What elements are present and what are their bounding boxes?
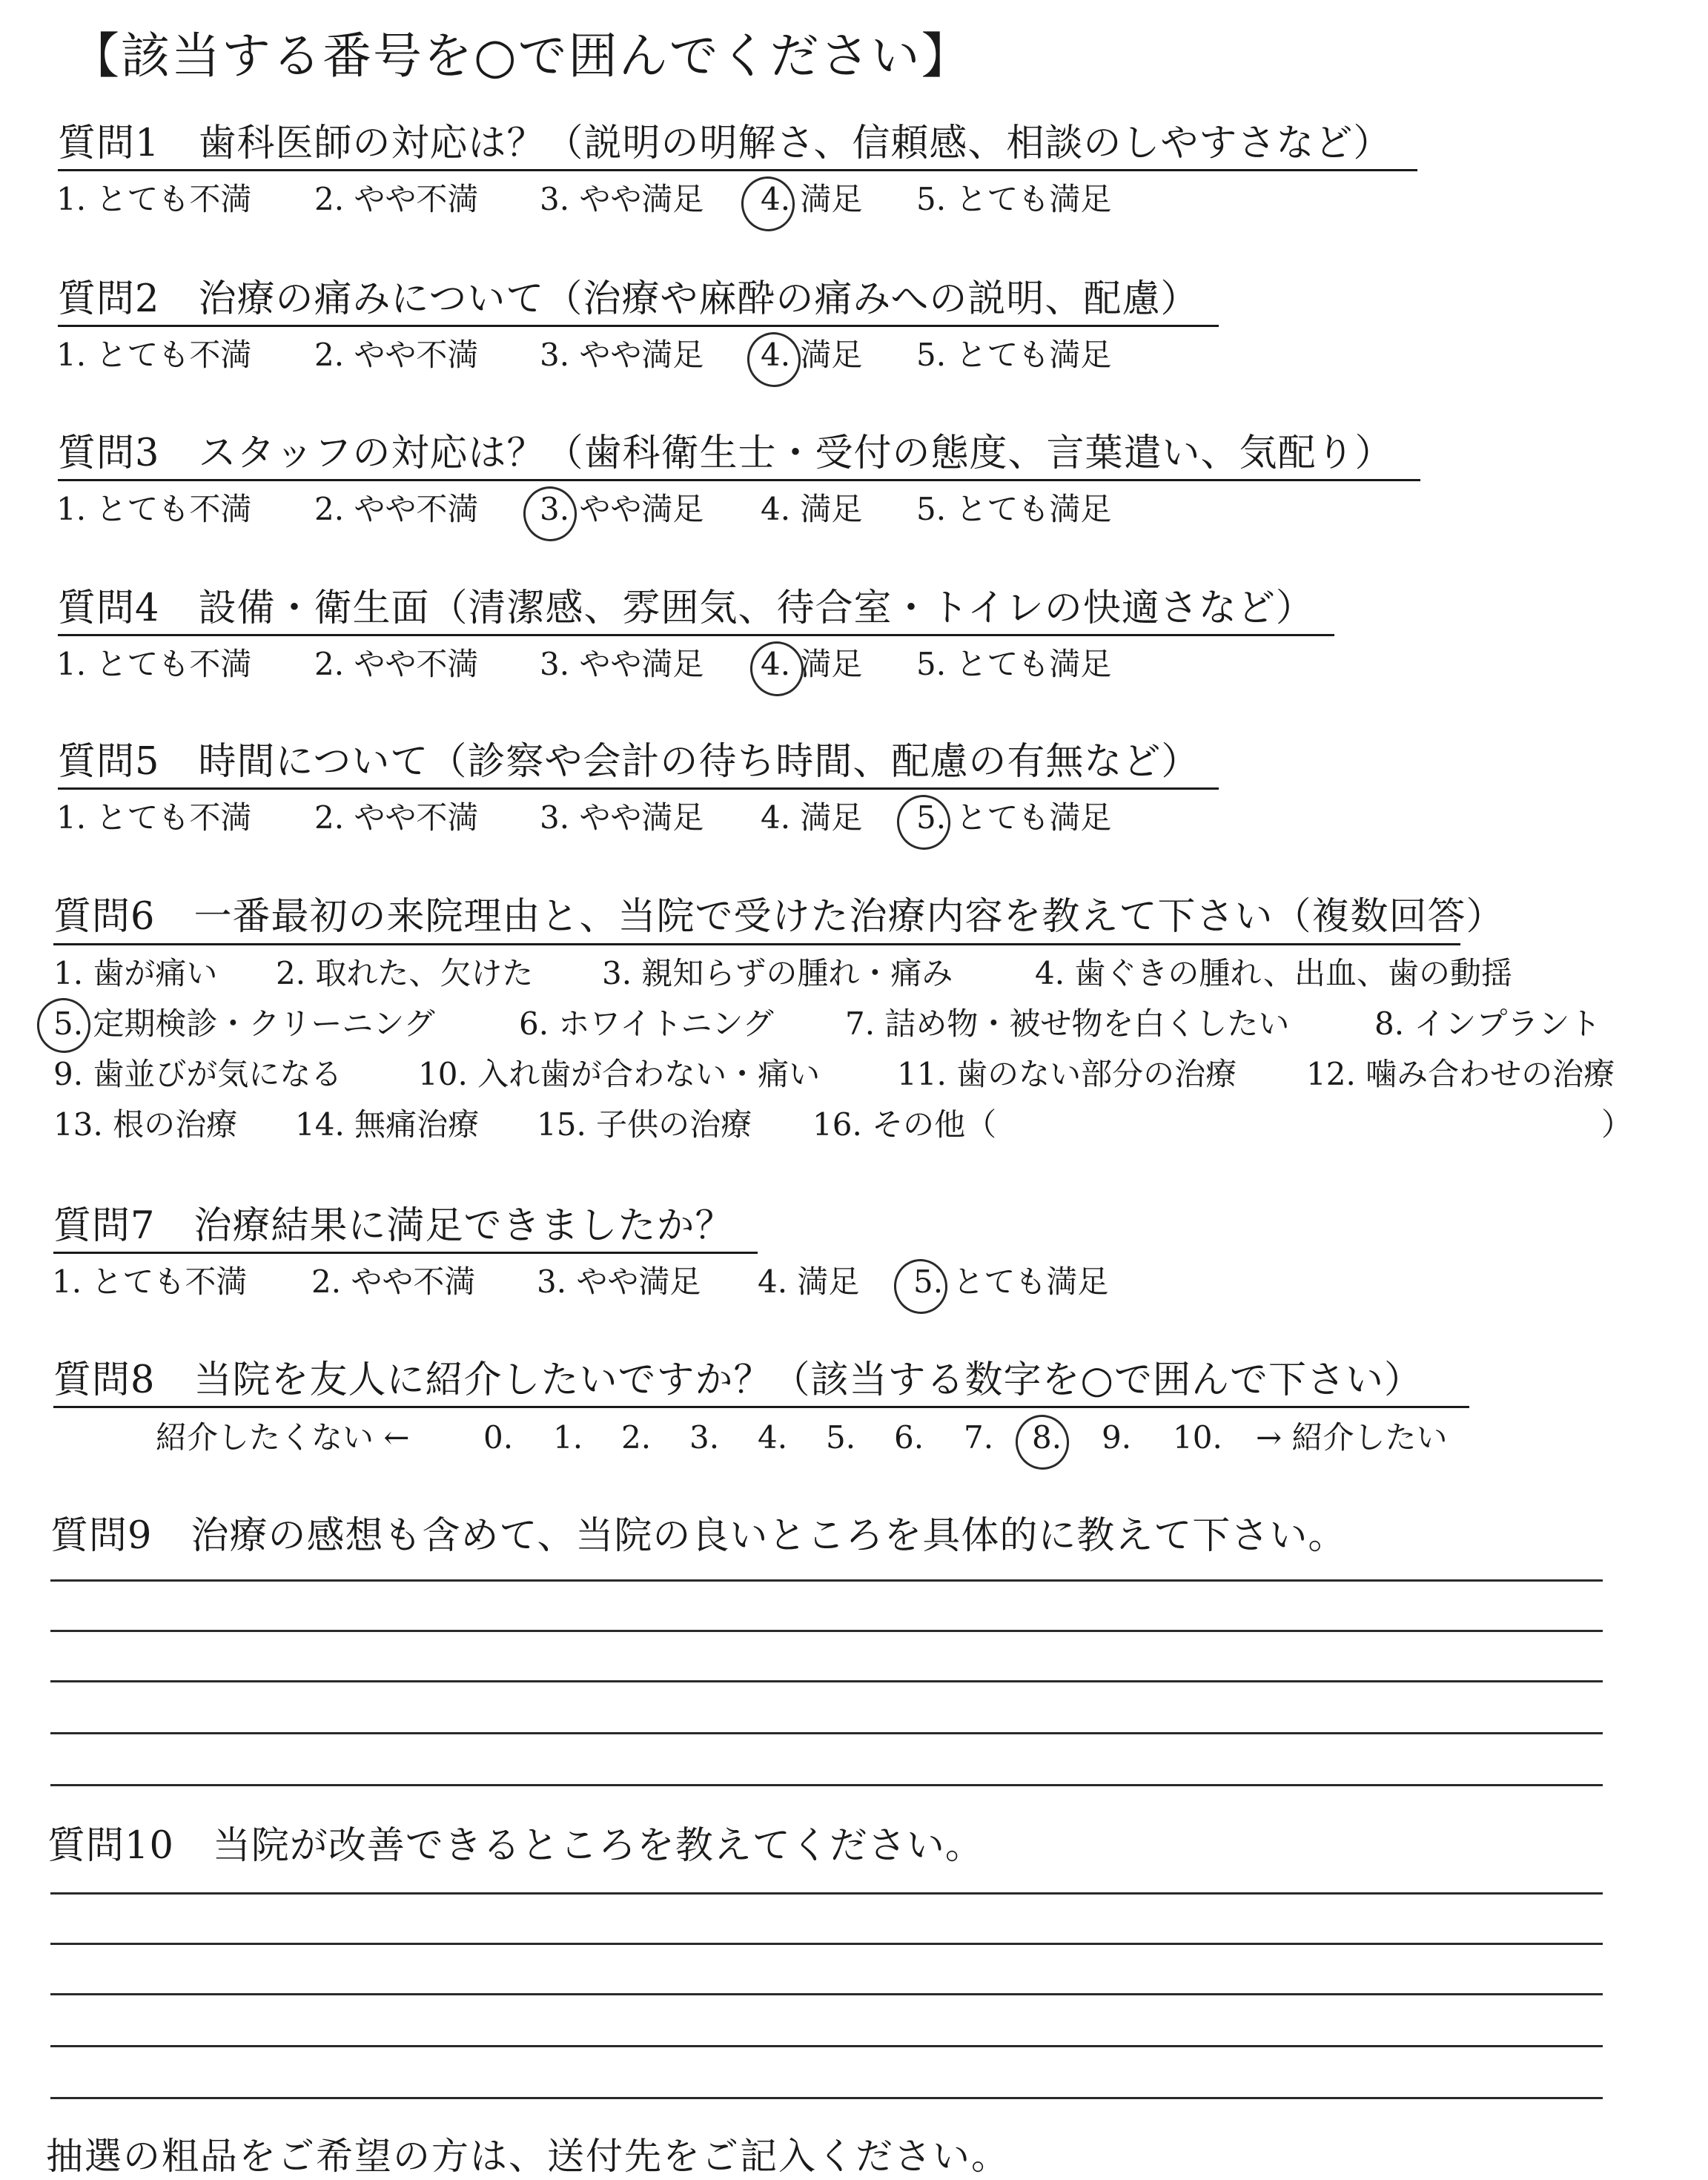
question-6-title: 質問6 一番最初の来院理由と、当院で受けた治療内容を教えて下さい（複数回答）	[53, 895, 1505, 939]
question-2-underline	[58, 325, 1219, 327]
q8-option-0[interactable]: 0.	[483, 1419, 514, 1456]
q10-write-line-5[interactable]	[50, 2097, 1603, 2099]
q9-write-line-1[interactable]	[50, 1579, 1603, 1582]
q1-option-3[interactable]: 3. やや満足	[540, 181, 704, 217]
question-9-title: 質問9 治療の感想も含めて、当院の良いところを具体的に教えて下さい。	[50, 1514, 1347, 1558]
q1-option-2[interactable]: 2. やや不満	[314, 181, 479, 217]
q6-option-3[interactable]: 3. 親知らずの腫れ・痛み	[602, 955, 953, 991]
q7-option-1[interactable]: 1. とても不満	[52, 1264, 248, 1300]
q7-option-4[interactable]: 4. 満足	[758, 1264, 860, 1300]
q8-option-8[interactable]: 8.	[1032, 1419, 1062, 1456]
q2-option-4[interactable]: 4. 満足	[761, 337, 863, 373]
q3-option-2[interactable]: 2. やや不満	[314, 491, 479, 527]
q5-option-5[interactable]: 5. とても満足	[916, 799, 1112, 836]
q6-option-8[interactable]: 8. インプラント	[1374, 1005, 1601, 1042]
q6-option-11[interactable]: 11. 歯のない部分の治療	[897, 1056, 1237, 1092]
q6-other-close-paren: ）	[1601, 1106, 1633, 1143]
question-1-underline	[58, 169, 1417, 171]
q8-right-label: → 紹介したい	[1256, 1419, 1448, 1456]
question-6-underline	[53, 943, 1460, 945]
q6-option-4[interactable]: 4. 歯ぐきの腫れ、出血、歯の動揺	[1035, 955, 1512, 991]
q5-option-3[interactable]: 3. やや満足	[540, 799, 704, 836]
q3-option-5[interactable]: 5. とても満足	[916, 491, 1112, 527]
q8-option-5[interactable]: 5.	[826, 1419, 856, 1456]
q8-option-10[interactable]: 10.	[1173, 1419, 1222, 1456]
question-4-title: 質問4 設備・衛生面（清潔感、雰囲気、待合室・トイレの快適さなど）	[58, 587, 1314, 630]
q1-option-4[interactable]: 4. 満足	[761, 181, 863, 217]
q8-option-1[interactable]: 1.	[553, 1419, 583, 1456]
question-7-title: 質問7 治療結果に満足できましたか？	[53, 1204, 734, 1248]
q4-option-5[interactable]: 5. とても満足	[916, 646, 1112, 682]
q7-option-5[interactable]: 5. とても満足	[913, 1264, 1109, 1300]
q6-option-13[interactable]: 13. 根の治療	[53, 1106, 238, 1143]
page-heading: 【該当する番号を○で囲んでください】	[70, 27, 972, 85]
q4-option-3[interactable]: 3. やや満足	[540, 646, 704, 682]
q6-option-9[interactable]: 9. 歯並びが気になる	[53, 1056, 342, 1092]
q8-option-4[interactable]: 4.	[758, 1419, 788, 1456]
q4-option-4[interactable]: 4. 満足	[761, 646, 863, 682]
q6-option-1[interactable]: 1. 歯が痛い	[53, 955, 218, 991]
q6-option-5[interactable]: 5. 定期検診・クリーニング	[53, 1005, 435, 1042]
q8-selected-circle	[1010, 1410, 1074, 1474]
question-10-title: 質問10 当院が改善できるところを教えてください。	[47, 1824, 984, 1868]
q1-option-1[interactable]: 1. とても不満	[56, 181, 252, 217]
q9-write-line-2[interactable]	[50, 1630, 1603, 1632]
q5-option-4[interactable]: 4. 満足	[761, 799, 863, 836]
question-3-title: 質問3 スタッフの対応は？（歯科衛生士・受付の態度、言葉遣い、気配り）	[58, 432, 1394, 475]
q6-option-14[interactable]: 14. 無痛治療	[295, 1106, 480, 1143]
q6-option-15[interactable]: 15. 子供の治療	[537, 1106, 752, 1143]
q10-write-line-2[interactable]	[50, 1943, 1603, 1945]
question-1-title: 質問1 歯科医師の対応は？（説明の明解さ、信頼感、相談のしやすさなど）	[58, 122, 1392, 165]
q3-option-3[interactable]: 3. やや満足	[540, 491, 704, 527]
q7-option-3[interactable]: 3. やや満足	[537, 1264, 701, 1300]
question-2-title: 質問2 治療の痛みについて（治療や麻酔の痛みへの説明、配慮）	[58, 277, 1199, 321]
q10-write-line-3[interactable]	[50, 1993, 1603, 1995]
q3-option-4[interactable]: 4. 満足	[761, 491, 863, 527]
q8-option-3[interactable]: 3.	[689, 1419, 720, 1456]
question-5-title: 質問5 時間について（診察や会計の待ち時間、配慮の有無など）	[58, 740, 1200, 784]
question-5-underline	[58, 787, 1219, 790]
q2-option-5[interactable]: 5. とても満足	[916, 337, 1112, 373]
q9-write-line-5[interactable]	[50, 1784, 1603, 1786]
q2-option-3[interactable]: 3. やや満足	[540, 337, 704, 373]
q4-option-1[interactable]: 1. とても不満	[56, 646, 252, 682]
q6-option-6[interactable]: 6. ホワイトニング	[519, 1005, 774, 1042]
q2-option-1[interactable]: 1. とても不満	[56, 337, 252, 373]
question-8-underline	[53, 1406, 1469, 1408]
q4-option-2[interactable]: 2. やや不満	[314, 646, 479, 682]
q8-left-label: 紹介したくない ←	[156, 1419, 410, 1456]
q1-option-5[interactable]: 5. とても満足	[916, 181, 1112, 217]
q8-option-6[interactable]: 6.	[894, 1419, 924, 1456]
question-3-underline	[58, 479, 1420, 481]
footer-note: 抽選の粗品をご希望の方は、送付先をご記入ください。	[46, 2135, 1010, 2178]
q6-option-10[interactable]: 10. 入れ歯が合わない・痛い	[418, 1056, 821, 1092]
q6-option-7[interactable]: 7. 詰め物・被せ物を白くしたい	[845, 1005, 1290, 1042]
q10-write-line-1[interactable]	[50, 1892, 1603, 1895]
q2-option-2[interactable]: 2. やや不満	[314, 337, 479, 373]
q5-option-2[interactable]: 2. やや不満	[314, 799, 479, 836]
q7-option-2[interactable]: 2. やや不満	[311, 1264, 476, 1300]
question-4-underline	[58, 634, 1334, 636]
q9-write-line-4[interactable]	[50, 1732, 1603, 1734]
q10-write-line-4[interactable]	[50, 2045, 1603, 2047]
q6-option-16[interactable]: 16. その他（	[812, 1106, 997, 1143]
question-7-underline	[53, 1252, 758, 1254]
q8-option-7[interactable]: 7.	[964, 1419, 994, 1456]
q8-option-9[interactable]: 9.	[1102, 1419, 1132, 1456]
q5-option-1[interactable]: 1. とても不満	[56, 799, 252, 836]
q6-selected-circle	[32, 993, 96, 1057]
q6-option-12[interactable]: 12. 噛み合わせの治療	[1306, 1056, 1615, 1092]
question-8-title: 質問8 当院を友人に紹介したいですか？（該当する数字を○で囲んで下さい）	[53, 1358, 1423, 1402]
q9-write-line-3[interactable]	[50, 1680, 1603, 1682]
q6-option-2[interactable]: 2. 取れた、欠けた	[276, 955, 534, 991]
q8-option-2[interactable]: 2.	[621, 1419, 652, 1456]
q3-option-1[interactable]: 1. とても不満	[56, 491, 252, 527]
